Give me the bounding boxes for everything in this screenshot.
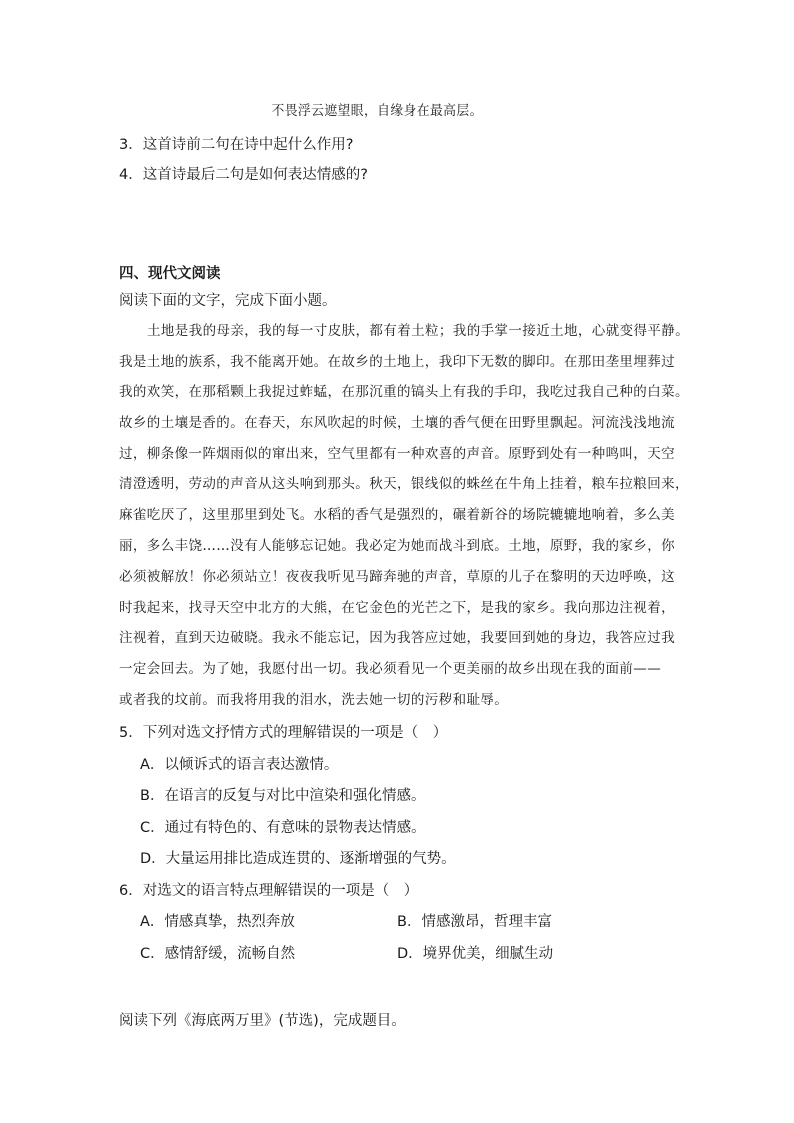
passage-line: 注视着，直到天边破晓。我永不能忘记，因为我答应过她，我要回到她的身边，我答应过我 [119,630,675,646]
passage-line: 或者我的坟前。而我将用我的泪水，洗去她一切的污秽和耻辱。 [119,692,509,708]
question-5-option-d: D．大量运用排比造成连贯的、逐渐增强的气势。 [140,851,456,867]
poem-last-line: 不畏浮云遮望眼，自缘身在最高层。 [271,103,483,119]
question-4: 4．这首诗最后二句是如何表达情感的? [119,167,368,183]
section-heading: 四、现代文阅读 [119,266,221,282]
passage-line: 清澄透明，劳动的声音从这头响到那头。秋天，银线似的蛛丝在牛角上挂着，粮车拉粮回来， [119,476,689,492]
question-3: 3．这首诗前二句在诗中起什么作用? [119,137,354,153]
question-5-option-a: A．以倾诉式的语言表达激情。 [140,757,339,773]
next-reading-instruction: 阅读下列《海底两万里》(节选)，完成题目。 [119,1013,406,1029]
question-5-option-c: C．通过有特色的、有意味的景物表达情感。 [140,820,426,836]
passage-line: 故乡的土壤是香的。在春天，东风吹起的时候，土壤的香气便在田野里飘起。河流浅浅地流 [119,415,675,431]
question-6-option-d: D．境界优美，细腻生动 [397,946,554,962]
question-5-stem: 5．下列对选文抒情方式的理解错误的一项是（ ） [119,725,448,741]
question-6-option-b: B．情感激昂，哲理丰富 [397,914,552,930]
passage-line: 过，柳条像一阵烟雨似的窜出来，空气里都有一种欢喜的声音。原野到处有一种鸣叫，天空 [119,446,675,462]
passage-line: 土地是我的母亲，我的每一寸皮肤，都有着土粒；我的手掌一接近土地，心就变得平静。 [147,323,690,339]
question-6-option-a: A．情感真挚，热烈奔放 [140,914,295,930]
question-6-option-c: C．感情舒缓，流畅自然 [140,946,296,962]
passage-line: 我的欢笑，在那稻颗上我捉过蚱蜢，在那沉重的镐头上有我的手印，我吃过我自己种的白菜。 [119,384,689,400]
question-5-option-b: B．在语言的反复与对比中渲染和强化情感。 [140,788,426,804]
passage-line: 我是土地的族系，我不能离开她。在故乡的土地上，我印下无数的脚印。在那田垄里埋葬过 [119,354,675,370]
section-instruction: 阅读下面的文字，完成下面小题。 [119,293,337,309]
passage-line: 时我起来，找寻天空中北方的大熊，在它金色的光芒之下，是我的家乡。我向那边注视着， [119,600,675,616]
passage-line: 麻雀吃厌了，这里那里到处飞。水稻的香气是强烈的，碾着新谷的场院辘辘地响着，多么美 [119,507,675,523]
passage-line: 一定会回去。为了她，我愿付出一切。我必须看见一个更美丽的故乡出现在我的面前—— [119,661,662,677]
question-6-stem: 6．对选文的语言特点理解错误的一项是（ ） [119,883,419,899]
passage-line: 必须被解放！你必须站立！夜夜我听见马蹄奔驰的声音，草原的儿子在黎明的天边呼唤，这 [119,569,675,585]
passage-line: 丽，多么丰饶……没有人能够忘记她。我必定为她而战斗到底。土地，原野，我的家乡，你 [119,538,675,554]
